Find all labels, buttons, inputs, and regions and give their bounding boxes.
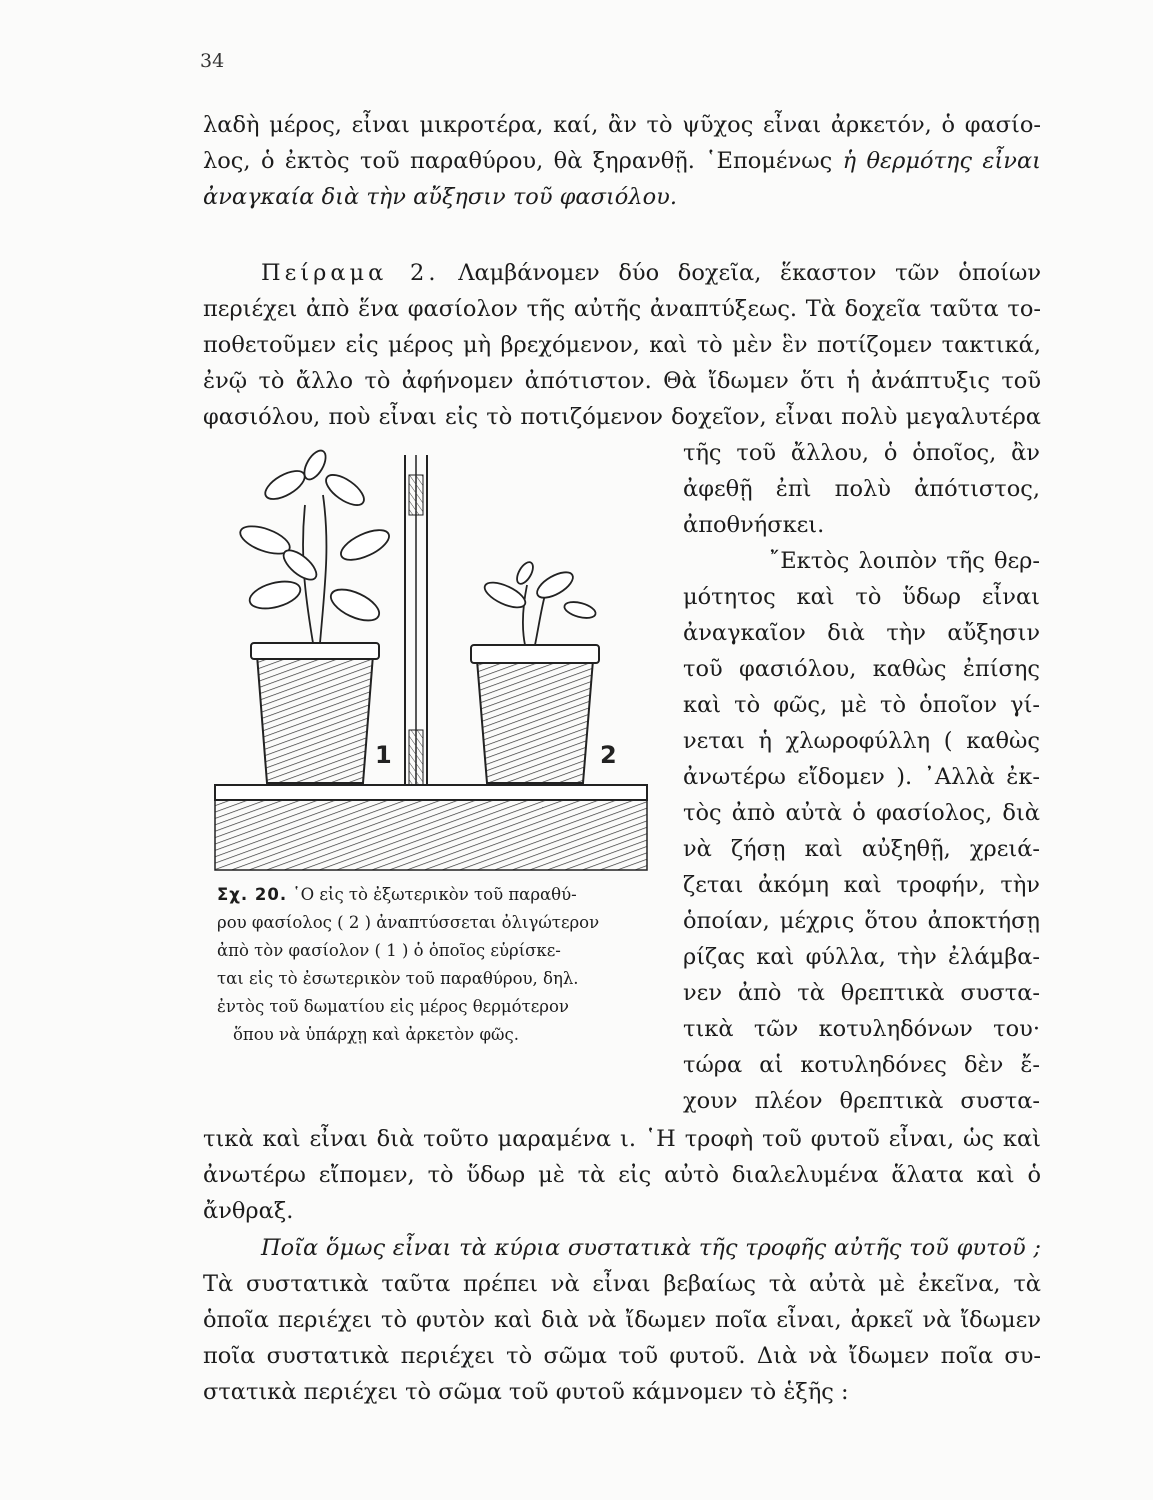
text-line: λαδὴ μέρος, εἶναι μικροτέρα, καί, ἂν τὸ ψῦχος εἶναι ἀρκετόν, ὁ φασίο- xyxy=(203,112,1041,138)
window-sill xyxy=(215,785,647,870)
column-line: μότητος καὶ τὸ ὕδωρ εἶναι xyxy=(683,584,1040,610)
plant-pot-2 xyxy=(471,560,599,783)
figure-label-1: 1 xyxy=(375,741,392,769)
figure-caption-line: ὅπου νὰ ὑπάρχῃ καὶ ἀρκετὸν φῶς. xyxy=(233,1025,519,1044)
caption-text: ῾Ο εἰς τὸ ἐξωτερικὸν τοῦ παραθύ- xyxy=(292,885,577,904)
column-line: ἀφεθῇ ἐπὶ πολὺ ἀπότιστος, xyxy=(683,476,1040,502)
column-line: ζεται ἀκόμη καὶ τροφήν, τὴν xyxy=(683,872,1040,898)
text-line: Τὰ συστατικὰ ταῦτα πρέπει νὰ εἶναι βεβαίως τὰ αὐτὰ μὲ ἐκεῖνα, τὰ xyxy=(203,1271,1041,1297)
column-line: τικὰ τῶν κοτυληδόνων του· xyxy=(683,1016,1040,1042)
column-line: τώρα αἱ κοτυληδόνες δὲν ἔ- xyxy=(683,1052,1040,1078)
text-line: περιέχει ἀπὸ ἕνα φασίολον τῆς αὐτῆς ἀναπτύξεως. Τὰ δοχεῖα ταῦτα το- xyxy=(203,296,1041,322)
figure-caption-line: ται εἰς τὸ ἐσωτερικὸν τοῦ παραθύρου, δηλ. xyxy=(217,969,579,988)
column-line: ῎Εκτὸς λοιπὸν τῆς θερ- xyxy=(769,548,1040,574)
text-line: ἐνῷ τὸ ἄλλο τὸ ἀφήνομεν ἀπότιστον. Θὰ ἴδωμεν ὅτι ἡ ἀνάπτυξις τοῦ xyxy=(203,368,1041,394)
column-line: χουν πλέον θρεπτικὰ συστα- xyxy=(683,1088,1040,1114)
text-line: ἄνθραξ. xyxy=(203,1198,294,1224)
column-line: νεται ἡ χλωροφύλλη ( καθὼς xyxy=(683,728,1040,754)
column-line: τῆς τοῦ ἄλλου, ὁ ὁποῖος, ἂν xyxy=(683,440,1040,466)
experiment-line xyxy=(203,258,1041,288)
text-line: τικὰ καὶ εἶναι διὰ τοῦτο μαραμένα ι. ῾Η τροφὴ τοῦ φυτοῦ εἶναι, ὡς καὶ xyxy=(203,1126,1041,1152)
column-line: νὰ ζήσῃ καὶ αὐξηθῇ, χρειά- xyxy=(683,836,1040,862)
page-number: 34 xyxy=(200,50,225,72)
text-line-emphasis: ἀναγκαία διὰ τὴν αὔξησιν τοῦ φασιόλου. xyxy=(203,184,677,210)
text-fragment: λος, ὁ ἐκτὸς τοῦ παραθύρου, θὰ ξηρανθῇ. ῾Επομένως xyxy=(203,148,833,174)
plant-pot-1 xyxy=(237,447,393,783)
text-line: φασιόλου, ποὺ εἶναι εἰς τὸ ποτιζόμενον δοχεῖον, εἶναι πολὺ μεγαλυτέρα xyxy=(203,404,1041,430)
column-line: ἀνωτέρω εἴδομεν ). ᾿Αλλὰ ἐκ- xyxy=(683,764,1040,790)
column-line: νεν ἀπὸ τὰ θρεπτικὰ συστα- xyxy=(683,980,1040,1006)
column-line: τὸς ἀπὸ αὐτὰ ὁ φασίολος, διὰ xyxy=(683,800,1040,826)
text-line: στατικὰ περιέχει τὸ σῶμα τοῦ φυτοῦ κάμνομεν τὸ ἑξῆς : xyxy=(203,1379,849,1405)
figure-caption-label: Σχ. 20. xyxy=(217,885,288,904)
emphasis-text: ἡ θερμότης εἶναι xyxy=(842,148,1041,174)
figure-caption-line: ρου φασίολος ( 2 ) ἀναπτύσσεται ὀλιγώτερον xyxy=(217,913,600,932)
question-line: Ποῖα ὅμως εἶναι τὰ κύρια συστατικὰ τῆς τροφῆς αὐτῆς τοῦ φυτοῦ ; xyxy=(261,1235,1041,1261)
figure-caption-line: ἀπὸ τὸν φασίολον ( 1 ) ὁ ὁποῖος εὑρίσκε- xyxy=(217,941,561,960)
figure-caption-line: ἐντὸς τοῦ δωματίου εἰς μέρος θερμότερον xyxy=(217,997,569,1016)
column-line: ἀναγκαῖον διὰ τὴν αὔξησιν xyxy=(683,620,1040,646)
window-frame xyxy=(405,455,427,785)
text-fragment: Λαμβάνομεν δύο δοχεῖα, ἕκαστον τῶν ὁποίων xyxy=(458,260,1041,286)
text-line: ἀνωτέρω εἴπομεν, τὸ ὕδωρ μὲ τὰ εἰς αὐτὸ διαλελυμένα ἅλατα καὶ ὁ xyxy=(203,1162,1041,1188)
figure-caption-line xyxy=(217,884,577,906)
column-line: ὁποίαν, μέχρις ὅτου ἀποκτήσῃ xyxy=(683,908,1040,934)
figure-label-2: 2 xyxy=(600,741,617,769)
text-line: ποθετοῦμεν εἰς μέρος μὴ βρεχόμενον, καὶ τὸ μὲν ἓν ποτίζομεν τακτικά, xyxy=(203,332,1041,358)
figure-plants-illustration xyxy=(205,445,665,885)
text-line: ποῖα συστατικὰ περιέχει τὸ σῶμα τοῦ φυτοῦ. Διὰ νὰ ἴδωμεν ποῖα συ- xyxy=(203,1343,1041,1369)
text-line xyxy=(203,146,1041,176)
column-line: καὶ τὸ φῶς, μὲ τὸ ὁποῖον γί- xyxy=(683,692,1040,718)
column-line: τοῦ φασιόλου, καθὼς ἐπίσης xyxy=(683,656,1040,682)
experiment-heading: Πείραμα 2. xyxy=(261,260,440,286)
column-line: ρίζας καὶ φύλλα, τὴν ἐλάμβα- xyxy=(683,944,1040,970)
column-line: ἀποθνήσκει. xyxy=(683,512,825,538)
text-line: ὁποῖα περιέχει τὸ φυτὸν καὶ διὰ νὰ ἴδωμεν ποῖα εἶναι, ἀρκεῖ νὰ ἴδωμεν xyxy=(203,1307,1041,1333)
